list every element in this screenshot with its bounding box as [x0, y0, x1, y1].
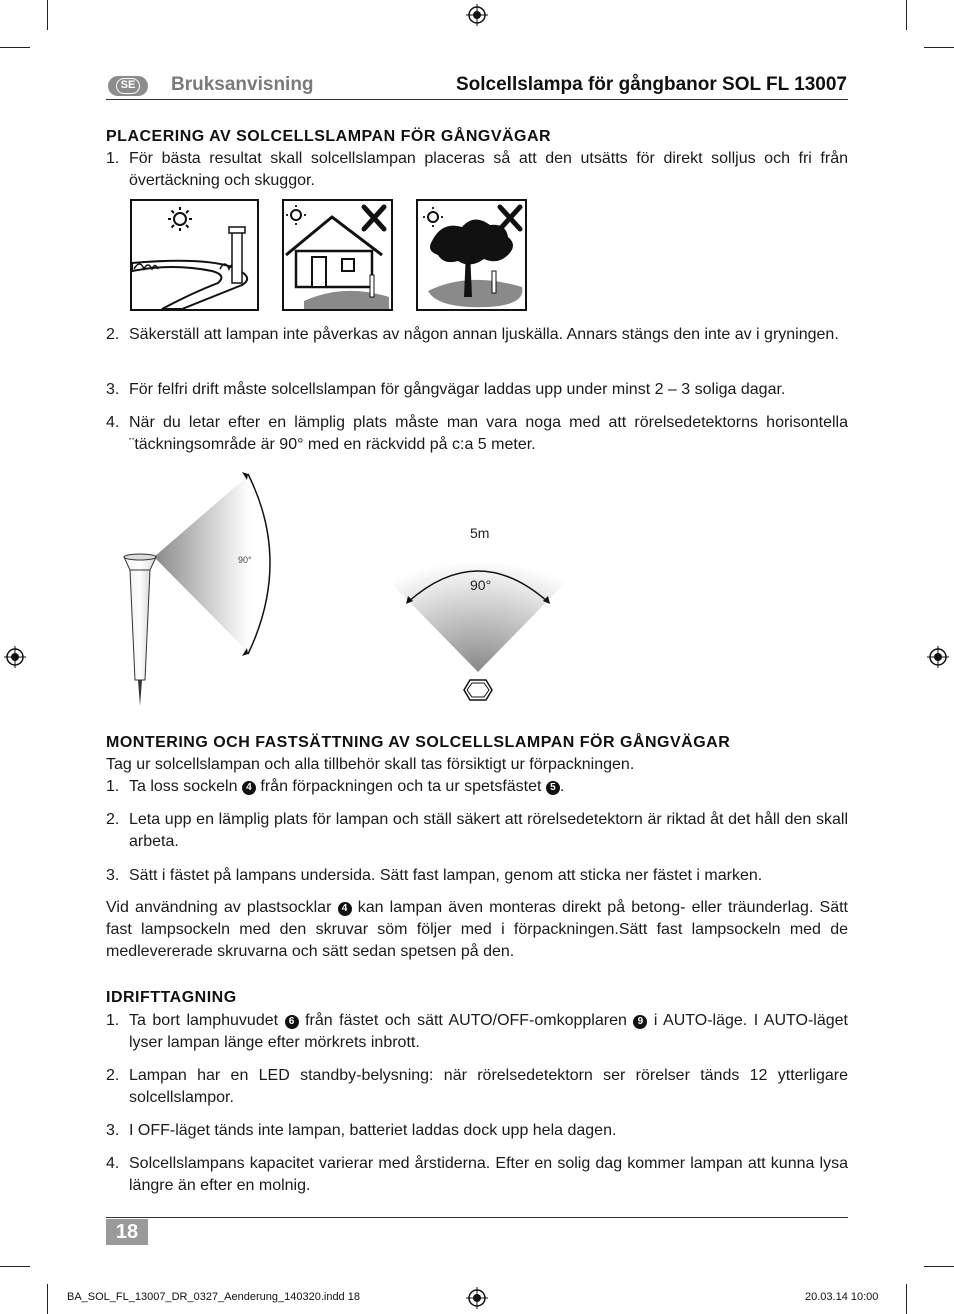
tree-shade-illustration: [418, 201, 525, 309]
registration-mark-icon: [927, 646, 949, 668]
figure-tree-shade: [416, 199, 527, 311]
registration-mark-icon: [4, 646, 26, 668]
footer-rule: [106, 1217, 848, 1218]
ref-number-badge: 6: [285, 1015, 299, 1029]
crop-mark: [47, 0, 48, 30]
figure-house-shade: [282, 199, 393, 311]
crop-mark: [906, 0, 907, 30]
crop-mark: [924, 47, 954, 48]
crop-mark: [924, 1266, 954, 1267]
section-title-placement: PLACERING AV SOLCELLSLAMPAN FÖR GÅNGVÄGAR: [106, 128, 552, 145]
section-title-commissioning: IDRIFTTAGNING: [106, 989, 237, 1006]
ref-number-badge: 9: [633, 1015, 647, 1029]
side-angle-label: 90°: [238, 555, 252, 565]
sun-icon: [168, 207, 192, 231]
header-rule: [106, 99, 848, 100]
footer-filename: BA_SOL_FL_13007_DR_0327_Aenderung_140320.indd 18: [67, 1291, 360, 1303]
crop-mark: [47, 1284, 48, 1314]
header-left-title: Bruksanvisning: [171, 74, 314, 95]
sunny-path-illustration: [132, 201, 257, 309]
side-view-diagram: [110, 462, 310, 712]
house-shade-illustration: [284, 201, 391, 309]
header-right-title: Solcellslampa för gångbanor SOL FL 13007: [455, 74, 847, 95]
top-view-diagram: [380, 520, 580, 710]
mounting-intro: Tag ur solcellslampan och alla tillbehör skall tas försiktigt ur förpackningen.: [106, 756, 635, 773]
cross-icon: [500, 207, 520, 229]
footer-date: 20.03.14 10:00: [805, 1291, 879, 1303]
mounting-note: Vid användning av plastsocklar 4 kan lampan även monteras direkt på betong- eller träunderlag. Sätt fast lampsockeln med den skruvar söm följer med i förpackningen.Sätt fast lampsockeln med de medlevererade skruvarna och sätt sedan spetsen på den.: [106, 899, 848, 960]
registration-mark-icon: [466, 1287, 488, 1309]
ref-number-badge: 4: [338, 902, 352, 916]
crop-mark: [0, 47, 30, 48]
lamp-illustration: [124, 554, 156, 706]
crop-mark: [906, 1284, 907, 1314]
sun-icon: [286, 205, 306, 225]
top-range-label: 5m: [470, 525, 490, 541]
language-badge: [108, 76, 148, 96]
figure-sun-path: [130, 199, 259, 311]
ref-number-badge: 4: [242, 781, 256, 795]
ref-number-badge: 5: [546, 781, 560, 795]
page-number: 18: [106, 1219, 148, 1245]
section-title-mounting: MONTERING OCH FASTSÄTTNING AV SOLCELLSLAMPAN FÖR GÅNGVÄGAR: [106, 734, 731, 751]
sun-icon: [423, 207, 443, 227]
cross-icon: [364, 207, 384, 229]
language-badge-label: SE: [116, 78, 140, 94]
top-angle-label: 90°: [470, 577, 492, 593]
crop-mark: [0, 1266, 30, 1267]
registration-mark-icon: [466, 4, 488, 26]
